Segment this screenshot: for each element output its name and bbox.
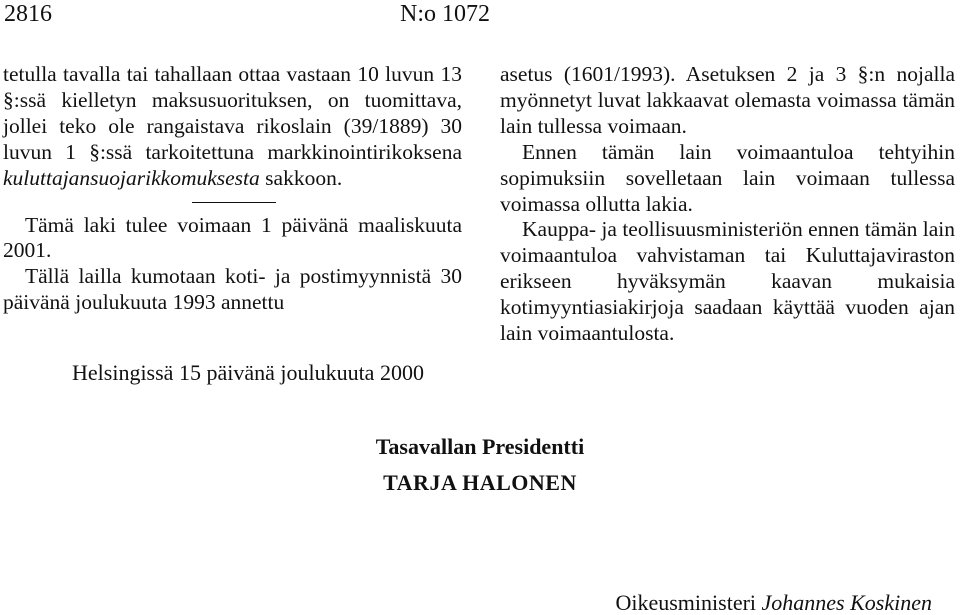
left-paragraph-2: Tämä laki tulee voimaan 1 päivänä maaliskuuta 2001. xyxy=(3,212,462,263)
section-divider xyxy=(192,202,276,203)
minister-role: Oikeusministeri xyxy=(615,590,757,615)
left-paragraph-1-text: tetulla tavalla tai tahallaan ottaa vastaan 10 luvun 13 §:ssä kielletyn maksusuorituksen, on tuomittava, jollei teko ole rangaistava rikoslain (39/1889) 30 luvun 1 §:ssä tarkoitettuna markkinointirikoksena xyxy=(3,62,462,164)
page-number: 2816 xyxy=(4,1,52,27)
minister-name: Johannes Koskinen xyxy=(761,590,932,615)
minister-line xyxy=(615,592,932,614)
left-paragraph-1-italic: kuluttajansuojarikkomuksesta xyxy=(3,165,260,190)
right-column xyxy=(500,62,955,347)
left-paragraph-3: Tällä lailla kumotaan koti- ja postimyynnistä 30 päivänä joulukuuta 1993 annettu xyxy=(3,264,462,315)
right-paragraph-3: Kauppa- ja teollisuusministeriön ennen tämän lain voimaantuloa vahvistaman tai Kuluttajaviraston erikseen hyväksymän kaavan mukaisia kotimyyntiasiakirjoja saadaan käyttää vuoden ajan lain voimaantulosta. xyxy=(500,217,955,346)
right-paragraph-2: Ennen tämän lain voimaantuloa tehtyihin sopimuksiin sovelletaan lain voimaan tullessa voimassa ollutta lakia. xyxy=(500,139,955,216)
signer-name: TARJA HALONEN xyxy=(383,470,577,495)
closing-place-date: Helsingissä 15 päivänä joulukuuta 2000 xyxy=(72,360,424,385)
left-paragraph-1 xyxy=(3,62,462,192)
issue-number: N:o 1072 xyxy=(400,1,490,27)
left-column xyxy=(3,62,462,316)
right-paragraph-1: asetus (1601/1993). Asetuksen 2 ja 3 §:n nojalla myönnetyt luvat lakkaavat olemasta voimassa tämän lain tullessa voimaan. xyxy=(500,62,955,138)
signer-title: Tasavallan Presidentti xyxy=(375,434,585,459)
left-paragraph-1-end: sakkoon. xyxy=(259,165,343,190)
